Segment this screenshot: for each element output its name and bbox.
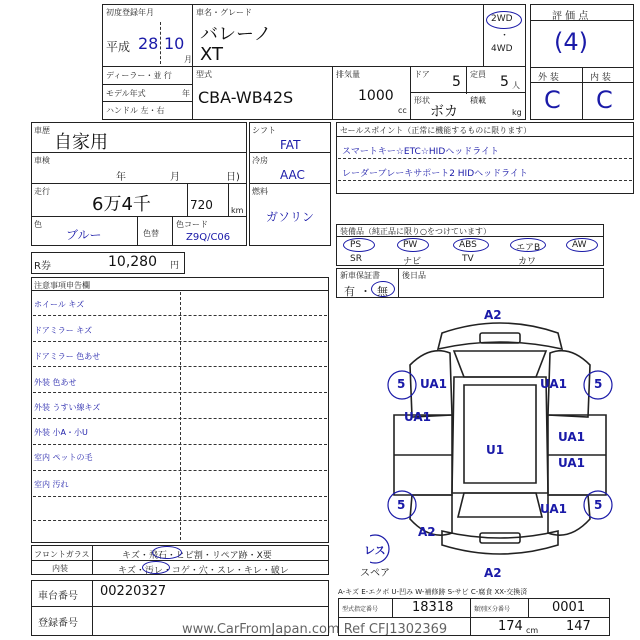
- damage-right-rear-fender: UA1: [540, 502, 568, 516]
- model-year-label: モデル年式: [106, 89, 146, 98]
- dimension-value-1: 174: [498, 619, 523, 634]
- note-item: ドアミラー 色あせ: [34, 352, 101, 361]
- usage-label: 車歴: [34, 126, 50, 135]
- color-value: ブルー: [66, 228, 102, 242]
- recycle-label: R券: [34, 261, 51, 272]
- grade-name: XT: [200, 44, 224, 65]
- damage-right-door-2: UA1: [558, 456, 586, 470]
- interior-row-label: 内装: [52, 564, 68, 573]
- load-label: 積載: [470, 96, 486, 105]
- watermark: www.CarFromJapan.com Ref CFJ1302369: [182, 622, 448, 637]
- notes-label: 注意事項申告欄: [34, 281, 90, 290]
- load-unit: kg: [512, 108, 522, 117]
- spare-tire-mark: レス: [364, 544, 386, 557]
- sales-points-label: セールスポイント（正常に機能するものに限ります）: [340, 126, 532, 135]
- damage-left-front-tire: 5: [397, 377, 406, 391]
- note-item: 外装 小A・小U: [34, 428, 88, 437]
- damage-right-door-1: UA1: [558, 430, 586, 444]
- windshield-label: フロントガラス: [34, 550, 90, 559]
- equip-ps: PS: [350, 240, 362, 250]
- dealer-label: ディーラー・並 行: [106, 71, 172, 80]
- first-reg-year: 28: [138, 34, 159, 53]
- damage-right-front-tire: 5: [594, 377, 603, 391]
- car-number-label: 車台番号: [38, 591, 78, 602]
- equip-airbag: エアB: [516, 243, 541, 253]
- equip-tv: TV: [462, 254, 474, 264]
- damage-left-front-fender: UA1: [420, 377, 448, 391]
- mileage-unit: km: [231, 206, 244, 215]
- warranty-yes: 有: [344, 285, 355, 298]
- drive-4wd: 4WD: [491, 44, 513, 54]
- damage-front: A2: [484, 308, 502, 322]
- note-item: 外装 色あせ: [34, 378, 77, 387]
- color-code-label: 色コード: [176, 220, 208, 229]
- damage-left-door: UA1: [404, 410, 432, 424]
- note-item: 外装 うすい線キズ: [34, 403, 101, 412]
- exterior-grade: C: [544, 86, 561, 114]
- color-label: 色: [34, 220, 42, 229]
- color-swap-label: 色替: [143, 229, 159, 238]
- spare-label: スペア: [360, 568, 390, 579]
- dimension-unit-1: cm: [526, 626, 539, 635]
- shift-label: シフト: [252, 126, 276, 135]
- displacement-label: 排気量: [336, 70, 360, 79]
- model-year-unit: 年: [182, 89, 190, 98]
- reg-number-label: 登録番号: [38, 618, 78, 629]
- equip-sr: SR: [350, 254, 362, 264]
- sales-point-2: レーダーブレーキサポート2 HIDヘッドライト: [342, 169, 528, 179]
- usage-value: 自家用: [54, 132, 108, 153]
- car-diagram: [370, 305, 630, 575]
- damage-right-rear-tire: 5: [594, 498, 603, 512]
- type-value: CBA-WB42S: [198, 88, 294, 107]
- warranty-no: 無: [377, 285, 388, 298]
- equipment-label: 装備品（純正品に限り○をつけています）: [340, 227, 491, 236]
- equip-navi: ナビ: [403, 257, 422, 267]
- dimension-value-2: 147: [566, 619, 591, 634]
- mileage-label: 走行: [34, 187, 50, 196]
- type-designation-value: 18318: [412, 600, 454, 615]
- fuel-value: ガソリン: [266, 210, 315, 224]
- ac-value: AAC: [280, 168, 305, 182]
- type-designation-label: 型式指定番号: [342, 606, 379, 613]
- inspection-month-unit: 月: [170, 172, 180, 183]
- first-reg-month: 10: [164, 34, 185, 53]
- grade-label: 評 価 点: [552, 11, 589, 22]
- inspection-label: 車検: [34, 156, 50, 165]
- color-code-value: Z9Q/C06: [186, 232, 231, 243]
- door-label: ドア: [414, 70, 430, 79]
- recycle-unit: 円: [170, 261, 180, 271]
- displacement-unit: cc: [398, 106, 407, 115]
- fuel-label: 燃料: [252, 187, 268, 196]
- era-label: 平成: [106, 40, 131, 54]
- note-item: 室内 汚れ: [34, 480, 69, 489]
- handle-label: ハンドル 左・右: [106, 106, 165, 115]
- recycle-value: 10,280: [108, 254, 157, 270]
- car-number-value: 00220327: [100, 584, 167, 599]
- class-number-value: 0001: [552, 600, 586, 615]
- shape-label: 形状: [414, 96, 430, 105]
- windshield-value: キズ・飛石・ヒビ割・リペア跡・X要: [122, 551, 272, 561]
- note-item: ホイール キズ: [34, 300, 85, 309]
- equip-leather: カワ: [518, 257, 537, 267]
- note-item: 室内 ペットの毛: [34, 453, 93, 462]
- damage-legend: A-キズ E-エクボ U-凹み W-補修跡 S-サビ C-腐食 XX-交換済: [338, 588, 528, 596]
- displacement-value: 1000: [358, 88, 394, 104]
- damage-left-rear: A2: [418, 525, 436, 539]
- header-block: [102, 4, 526, 120]
- car-name: バレーノ: [200, 24, 272, 45]
- shift-value: FAT: [280, 138, 301, 152]
- ac-label: 冷房: [252, 156, 268, 165]
- damage-rear: A2: [484, 566, 502, 580]
- capacity-unit: 人: [512, 81, 520, 90]
- drive-2wd: 2WD: [491, 14, 513, 24]
- first-reg-label: 初度登録年月: [106, 8, 154, 17]
- warranty-sep: ・: [360, 285, 371, 298]
- manual-label: 後日品: [402, 271, 426, 280]
- sales-point-1: スマートキー☆ETC☆HIDヘッドライト: [342, 147, 499, 157]
- capacity-value: 5: [500, 74, 509, 90]
- inspection-day-unit: 日): [226, 172, 240, 183]
- equip-aw: AW: [572, 240, 587, 250]
- damage-left-rear-tire: 5: [397, 498, 406, 512]
- damage-roof: U1: [486, 443, 505, 457]
- interior-label: 内 装: [590, 73, 611, 83]
- damage-right-front-fender: UA1: [540, 377, 568, 391]
- warranty-label: 新車保証書: [340, 271, 380, 280]
- shape-value: ボカ: [430, 104, 458, 120]
- month-unit: 月: [184, 55, 192, 64]
- equip-pw: PW: [403, 240, 418, 250]
- exterior-label: 外 装: [538, 73, 559, 83]
- inspection-year-unit: 年: [116, 172, 126, 183]
- type-label: 型式: [196, 70, 212, 79]
- interior-grade: C: [596, 86, 613, 114]
- interior-row-value: キズ・汚レ・コゲ・穴・スレ・キレ・破レ: [118, 566, 289, 576]
- capacity-label: 定員: [470, 70, 486, 79]
- class-number-label: 類別区分番号: [474, 606, 511, 613]
- note-item: ドアミラー キズ: [34, 326, 93, 335]
- grade-score: (4): [554, 28, 588, 56]
- mileage-extra: 720: [190, 198, 213, 212]
- car-name-label: 車名・グレード: [196, 8, 252, 17]
- equip-abs: ABS: [459, 240, 477, 250]
- mileage-value: 6万4千: [92, 194, 151, 215]
- door-value: 5: [452, 74, 461, 90]
- drive-dot: ・: [500, 31, 510, 41]
